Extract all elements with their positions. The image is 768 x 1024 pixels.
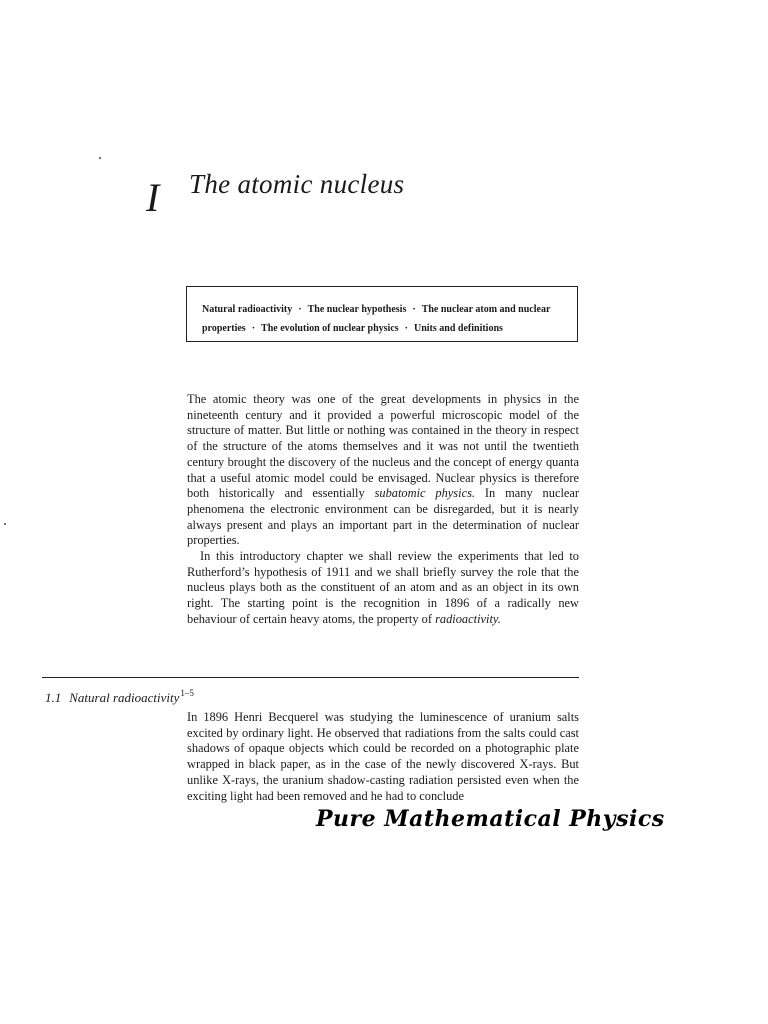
- section-heading: [45, 688, 194, 706]
- contents-separator: ·: [298, 304, 302, 315]
- intro-paragraph: [187, 392, 579, 549]
- intro-text: [187, 392, 579, 628]
- section-paragraph: In 1896 Henri Becquerel was studying the luminescence of uranium salts excited by ordinary light. He observed that radiations from the salts could cast shadows of opaque objects which could be recorded on a photographic plate wrapped in black paper, as in the case of the newly discovered X-rays. But unlike X-rays, the uranium shadow-casting radiation persisted even when the exciting light had been removed and he had to conclude: [187, 710, 579, 803]
- contents-separator: ·: [251, 323, 256, 334]
- section-divider: [42, 677, 579, 678]
- contents-separator: ·: [412, 304, 416, 315]
- margin-speck: [99, 157, 101, 159]
- watermark-text: Pure Mathematical Physics: [316, 806, 665, 832]
- section-references: 1–5: [180, 688, 194, 698]
- intro-text-run: In this introductory chapter we shall review the experiments that led to Rutherford’s hypothesis of 1911 and we shall briefly survey the role that the nucleus plays both as the constituent of an atom and as an object in its own right. The starting point is the recognition in 1896 of a radically new behaviour of certain heavy atoms, the property of: [187, 549, 579, 626]
- contents-item: The evolution of nuclear physics: [261, 323, 399, 334]
- chapter-number: I: [146, 175, 160, 220]
- contents-item: The nuclear atom and nuclear properties: [202, 304, 551, 334]
- intro-emphasis: radioactivity.: [435, 611, 501, 626]
- section-number: 1.1: [45, 690, 62, 705]
- chapter-title: The atomic nucleus: [189, 169, 405, 199]
- contents-item: Natural radioactivity: [202, 304, 293, 315]
- intro-paragraph: [187, 549, 579, 628]
- section-title: Natural radioactivity: [69, 690, 180, 705]
- section-body: [187, 710, 579, 804]
- margin-speck: [4, 523, 6, 525]
- contents-item: The nuclear hypothesis: [307, 304, 407, 315]
- contents-separator: ·: [404, 323, 408, 334]
- contents-item: Units and definitions: [414, 323, 503, 334]
- intro-text-run: In many nuclear phenomena the electronic environment can be disregarded, but it is nearly always present and plays an important part in the determination of nuclear properties.: [187, 486, 580, 548]
- chapter-contents-box: [186, 286, 578, 342]
- intro-emphasis: subatomic physics.: [374, 486, 475, 501]
- intro-text-run: The atomic theory was one of the great developments in physics in the nineteenth century and it provided a powerful microscopic model of the structure of matter. But little or nothing was contained in the theory in respect of the structure of the atoms themselves and it was not until the twentieth century brought the discovery of the nucleus and the concept of energy quanta that a useful atomic model could be envisaged. Nuclear physics is therefore both historically and essentially: [187, 392, 579, 501]
